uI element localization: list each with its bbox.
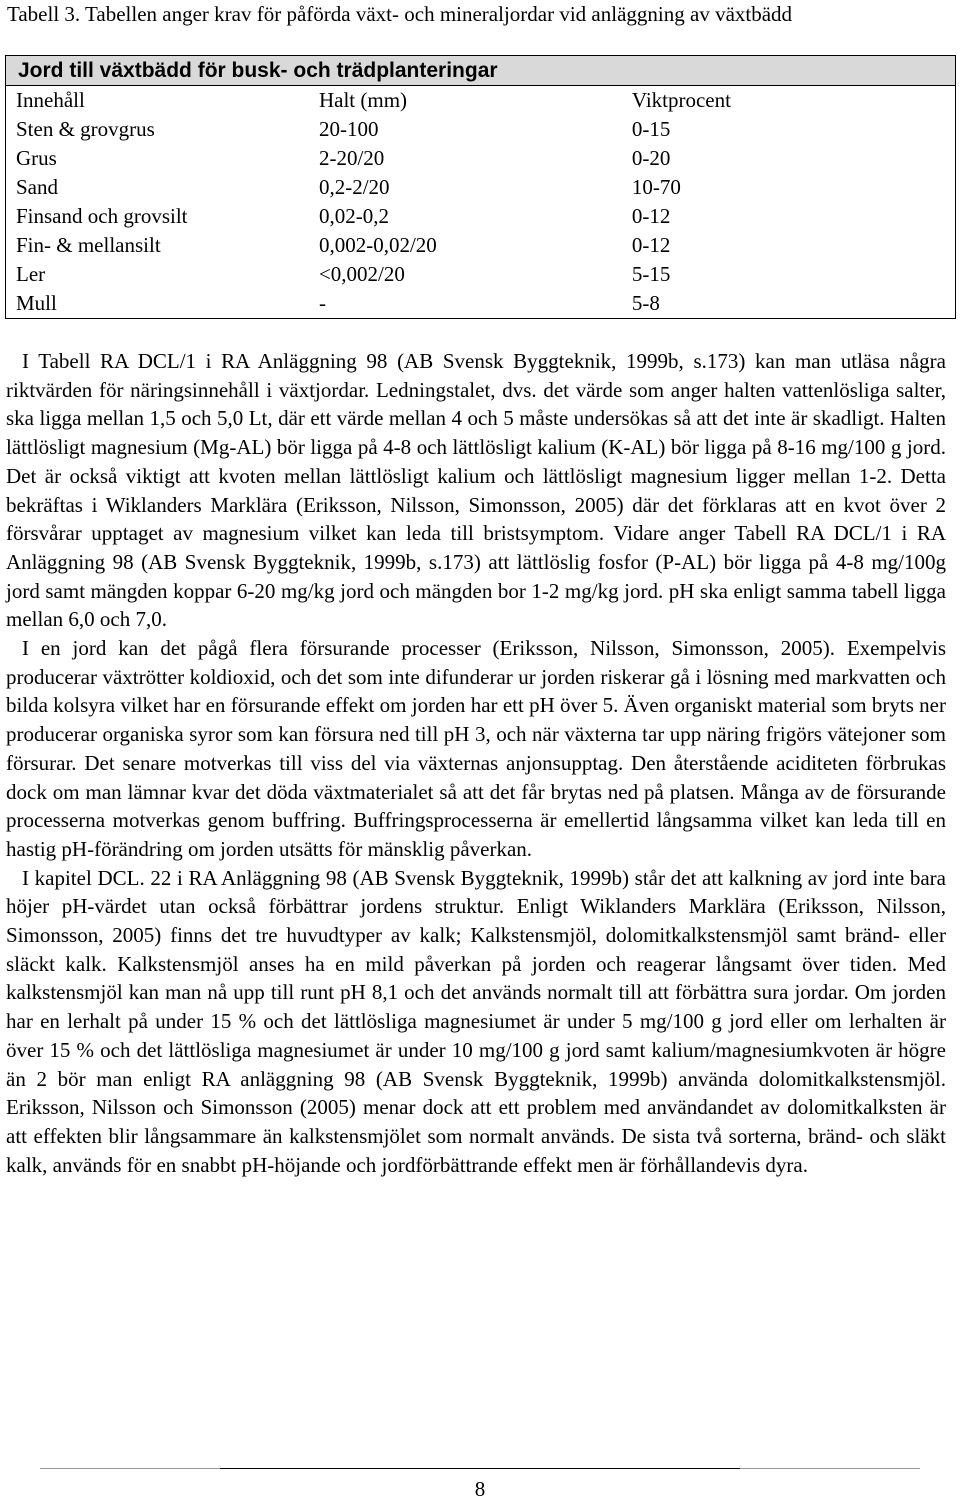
cell-viktprocent: 0-12 <box>632 231 956 260</box>
cell-innehall: Finsand och grovsilt <box>6 202 319 231</box>
table-caption: Tabell 3. Tabellen anger krav för påförda växt- och mineraljordar vid anläggning av växtbädd <box>7 2 793 26</box>
cell-viktprocent: 0-20 <box>632 144 956 173</box>
cell-halt: 20-100 <box>318 117 379 141</box>
cell-viktprocent: 5-15 <box>632 260 956 289</box>
paragraph: I kapitel DCL. 22 i RA Anläggning 98 (AB Svensk Byggteknik, 1999b) står det att kalkning av jord inte bara höjer pH-värdet utan också förbättrar jordens struktur. Enligt Wiklanders Marklära (Eriksson, Nilsson, Simonsson, 2005) finns det tre huvudtyper av kalk; Kalkstensmjöl, dolomitkalkstensmjöl samt bränd- eller släckt kalk. Kalkstensmjöl anses ha en mild påverkan på jorden och reagerar långsamt över tiden. Med kalkstensmjöl kan man nå upp till runt pH 8,1 och det används normalt till att förbättra sura jordar. Om jorden har en lerhalt på under 15 % och det lättlösliga magnesiumet är under 5 mg/100 g jord eller om lerhalten är över 15 % och det lättlösliga magnesiumet är under 10 mg/100 g jord samt kalium/magnesiumkvoten är högre än 2 bör man enligt RA anläggning 98 (AB Svensk Byggteknik, 1999b) använda dolomitkalkstensmjöl. Eriksson, Nilsson och Simonsson (2005) menar dock att ett problem med användandet av dolomitkalksten är att effekten blir långsammare än kalkstensmjölet som normalt används. De sista två sorterna, bränd- och släkt kalk, används för en snabbt pH-höjande och jordförbättrande effekt men är förhållandevis dyra. <box>6 865 946 1177</box>
cell-halt: <0,002/20 <box>318 262 405 286</box>
cell-halt: 0,002-0,02/20 <box>318 233 437 257</box>
table-row <box>6 173 956 202</box>
page-number: 8 <box>474 1477 486 1501</box>
cell-innehall: Sand <box>6 173 319 202</box>
cell-viktprocent: 0-15 <box>632 115 956 144</box>
table-row <box>6 289 956 319</box>
header-halt: Halt (mm) <box>318 88 408 112</box>
footer-rule <box>740 1468 920 1469</box>
footer-rule <box>220 1468 740 1469</box>
paragraph: I en jord kan det pågå flera försurande processer (Eriksson, Nilsson, Simonsson, 2005). Exempelvis producerar växtrötter koldioxid, och det som inte difunderar ur jorden riskerar gå i lösning med markvatten och bilda kolsyra vilket har en försurande effekt om jorden har ett pH över 5. Även organiskt material som bryts ner producerar organiska syror som kan försura ned till pH 3, och när växterna tar upp näring frigörs vätejoner som försurar. Det senare motverkas till viss del via växternas anjonsupptag. Den återstående aciditeten förbrukas dock om man lämnar kvar det döda växtmaterialet så att det får brytas ned på platsen. Många av de försurande processerna motverkas genom buffring. Buffringsprocesserna är emellertid långsamma vilket kan leda till en hastig pH-förändring om jorden utsätts för mänsklig påverkan. <box>6 636 946 861</box>
soil-requirements-table <box>5 55 956 319</box>
cell-viktprocent: 0-12 <box>632 202 956 231</box>
cell-innehall: Ler <box>6 260 319 289</box>
table-row <box>6 202 956 231</box>
header-innehall: Innehåll <box>6 86 319 116</box>
cell-halt: - <box>319 289 632 319</box>
header-viktprocent: Viktprocent <box>632 86 956 116</box>
cell-halt: 0,02-0,2 <box>318 204 389 228</box>
cell-innehall: Sten & grovgrus <box>6 115 319 144</box>
cell-viktprocent: 10-70 <box>632 173 956 202</box>
table-row <box>6 115 956 144</box>
footer-rule <box>40 1468 220 1469</box>
table-row <box>6 260 956 289</box>
cell-halt: 2-20/20 <box>318 146 385 170</box>
table-title: Jord till växtbädd för busk- och trädplanteringar <box>6 56 956 86</box>
table-row <box>6 144 956 173</box>
table-row <box>6 231 956 260</box>
cell-viktprocent: 5-8 <box>632 289 956 319</box>
cell-innehall: Grus <box>6 144 319 173</box>
cell-innehall: Fin- & mellansilt <box>6 231 319 260</box>
cell-halt: 0,2-2/20 <box>318 175 390 199</box>
paragraph: I Tabell RA DCL/1 i RA Anläggning 98 (AB Svensk Byggteknik, 1999b, s.173) kan man utläsa några riktvärden för näringsinnehåll i växtjordar. Ledningstalet, dvs. det värde som anger halten vattenlösliga salter, ska ligga mellan 1,5 och 5,0 Lt, där ett värde mellan 4 och 5 måste undersökas så att det inte är skadligt. Halten lättlösligt magnesium (Mg-AL) bör ligga på 4-8 och lättlösligt kalium (K-AL) bör ligga på 8-16 mg/100 g jord. Det är också viktigt att kvoten mellan lättlösligt kalium och lättlösligt magnesium ligger mellan 1-2. Detta bekräftas i Wiklanders Marklära (Eriksson, Nilsson, Simonsson, 2005) där det förklaras att en kvot över 2 försvårar upptaget av magnesium vilket kan leda till bristsymptom. Vidare anger Tabell RA DCL/1 i RA Anläggning 98 (AB Svensk Byggteknik, 1999b, s.173) att lättlöslig fosfor (P-AL) bör ligga på 4-8 mg/100g jord samt mängden koppar 6-20 mg/kg jord och mängden bor 1-2 mg/kg jord. pH ska enligt samma tabell ligga mellan 6,0 och 7,0. <box>6 349 946 632</box>
cell-innehall: Mull <box>6 289 319 319</box>
body-text <box>6 347 946 1179</box>
